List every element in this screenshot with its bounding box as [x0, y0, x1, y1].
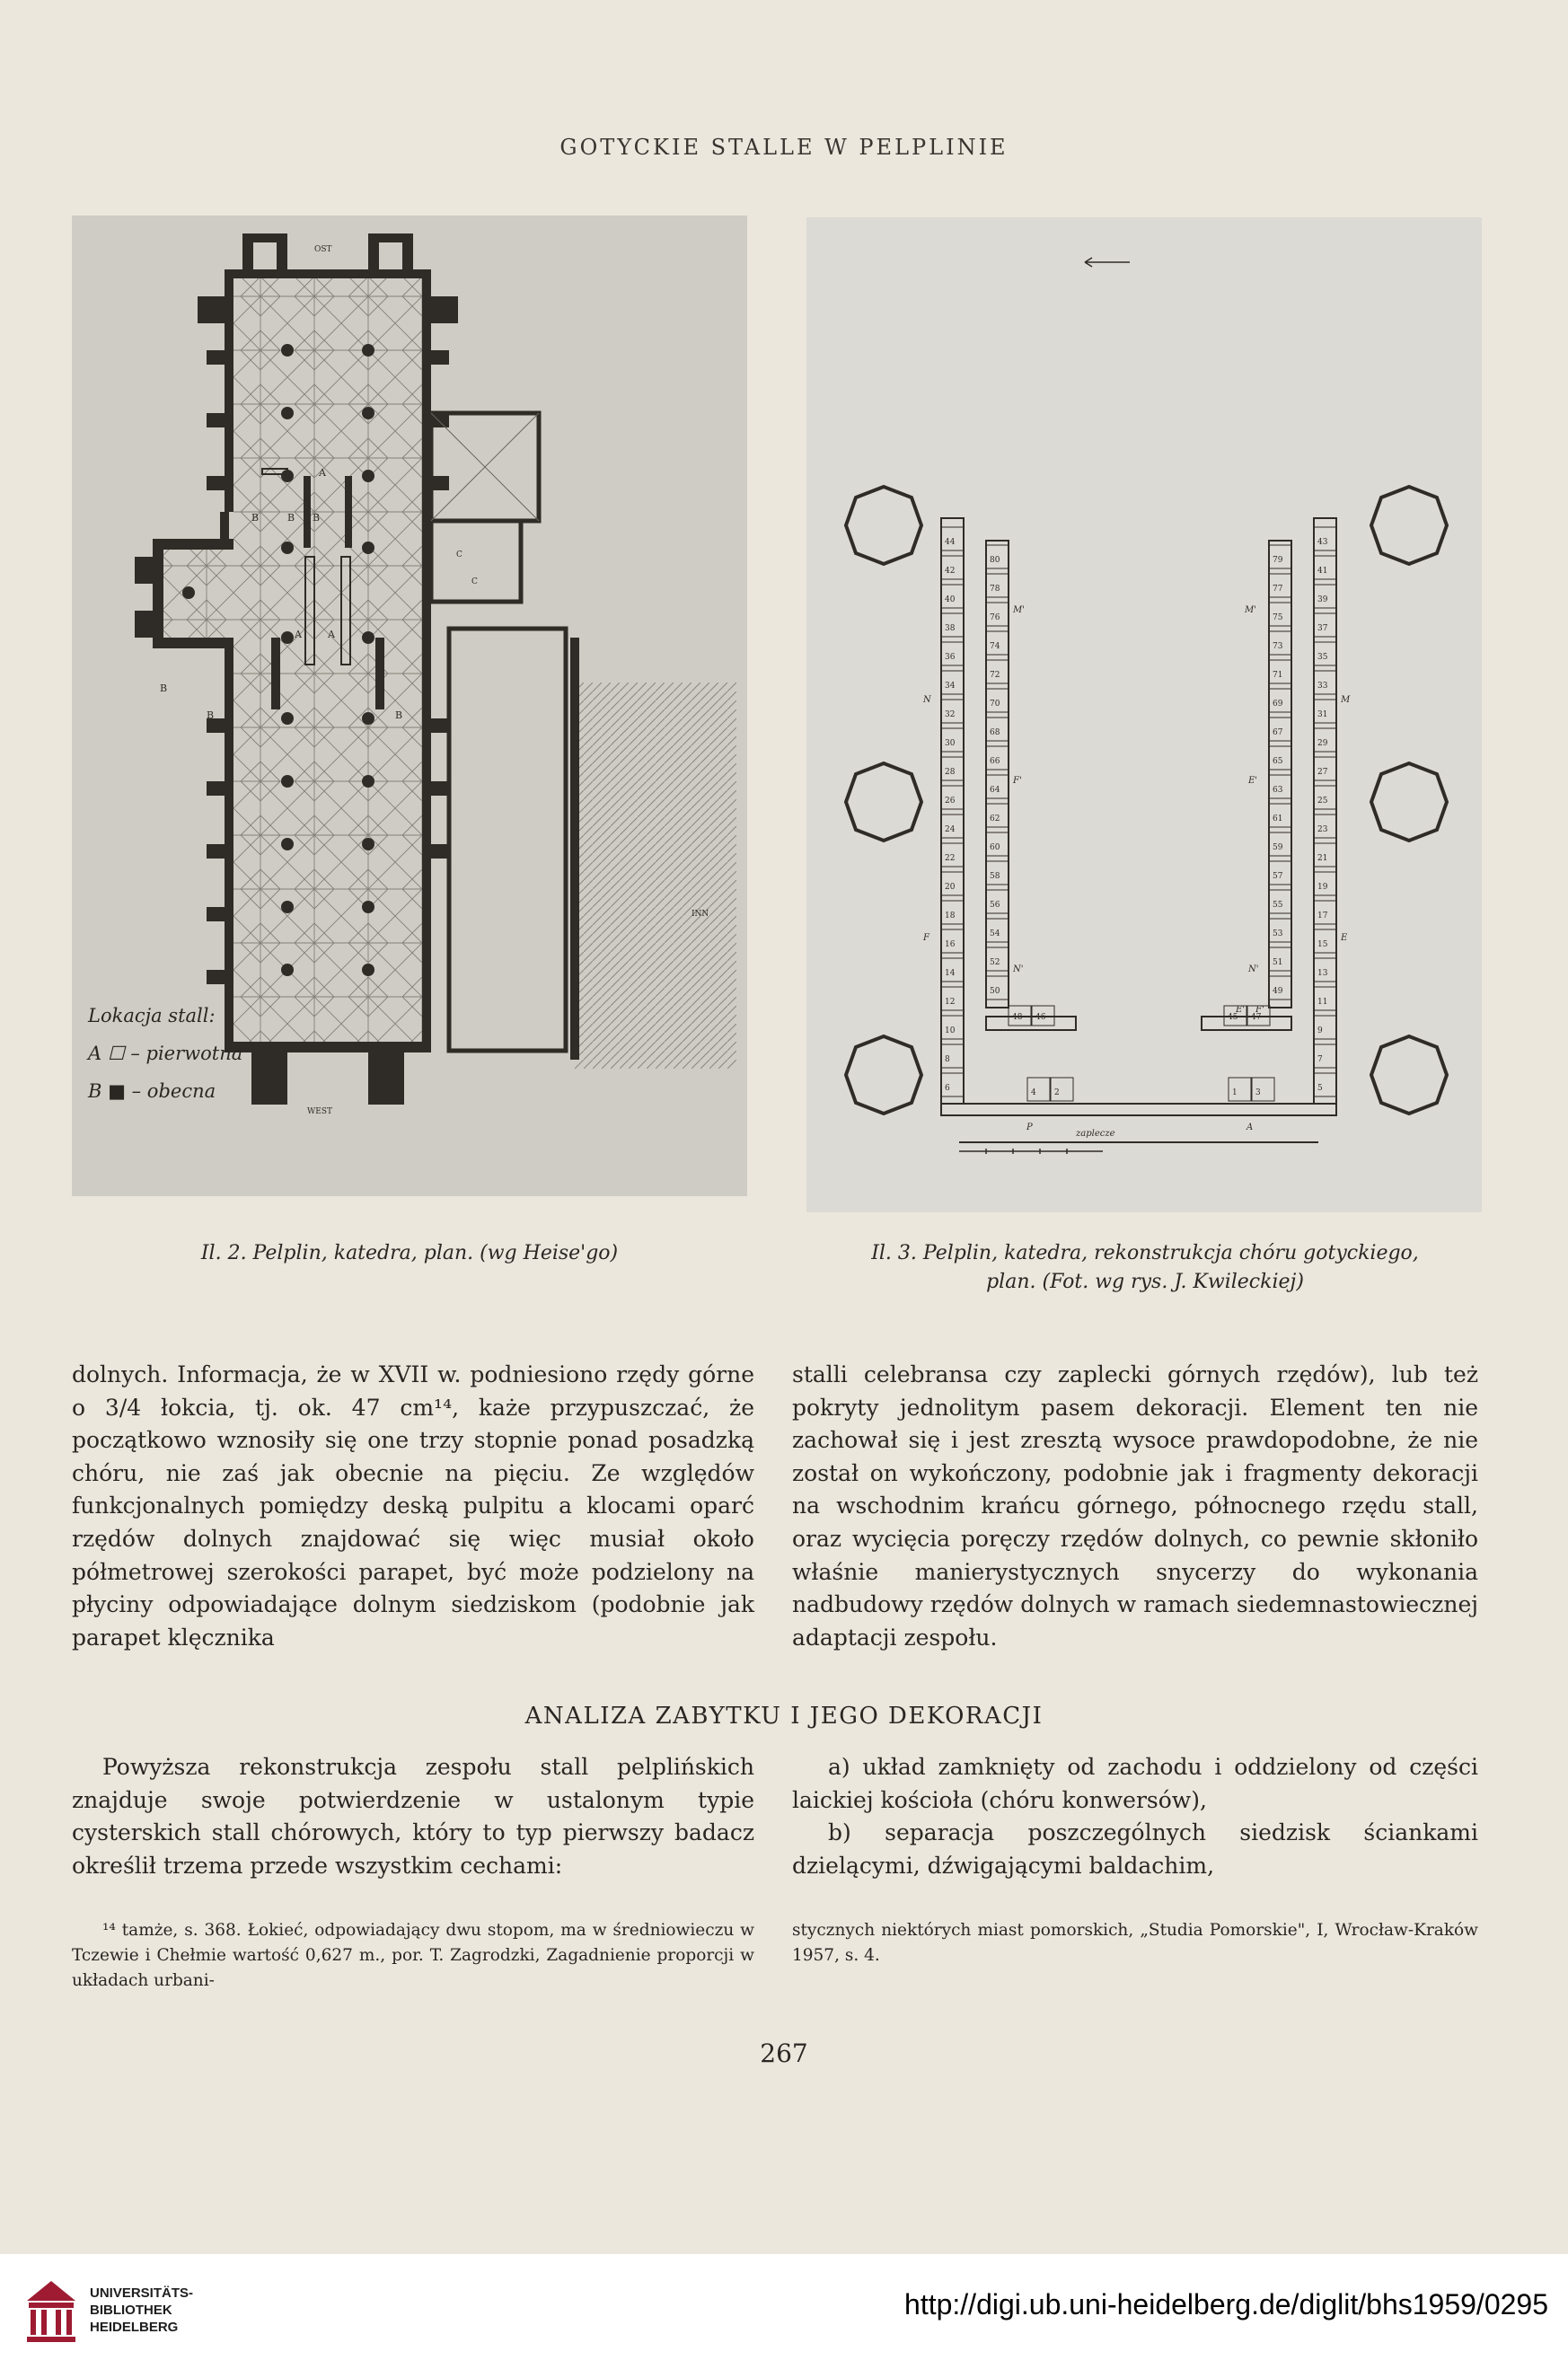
stall-right-outer-11-label: 21	[1317, 854, 1328, 863]
stall-letter-a: A	[1246, 1123, 1254, 1132]
stall-left-inner-6-label: 68	[990, 728, 1000, 737]
running-title: GOTYCKIE STALLE W PELPLINIE	[559, 135, 1009, 160]
stall-left-outer-4-label: 36	[945, 653, 956, 662]
stall-bottom-right-inner-1-label: 47	[1251, 1013, 1262, 1022]
stall-letter-m2: M'	[1245, 605, 1256, 615]
stall-left-outer-13-label: 18	[945, 911, 956, 920]
stall-right-outer-6-label: 31	[1317, 710, 1328, 719]
stall-left-outer-6-label: 32	[945, 710, 956, 719]
body-column-right	[792, 1359, 1478, 1654]
stall-right-inner-9-label: 61	[1273, 815, 1283, 823]
legend-handwriting-1: Lokacja stall:	[88, 1005, 216, 1026]
label-ost: OST	[314, 245, 332, 254]
stall-right-inner-4-label: 71	[1273, 671, 1283, 680]
stall-right-inner-11-label: 57	[1273, 872, 1283, 881]
letter-b-6: B	[395, 709, 403, 721]
figure-3-caption-line-2: plan. (Fot. wg rys. J. Kwileckiej)	[986, 1271, 1304, 1293]
stall-bottom-left-inner-1-label: 46	[1035, 1013, 1046, 1022]
stall-right-inner-14-label: 51	[1273, 958, 1283, 967]
stall-left-inner-14-label: 52	[990, 958, 1000, 967]
section-column-right	[792, 1751, 1478, 1882]
footnote-left: ¹⁴ tamże, s. 368. Łokieć, odpowiadający dwu stopom, ma w średniowieczu w Tczewie i Chełmie wartość 0,627 m., por. T. Zagrodzki, Zagadnienie proporcji w układach urbani-	[72, 1921, 754, 1990]
stall-right-inner-12-label: 55	[1273, 901, 1283, 910]
section-heading: ANALIZA ZABYTKU I JEGO DEKORACJI	[524, 1703, 1044, 1730]
stall-letter-f2: F'	[1255, 1005, 1264, 1015]
stall-left-inner-4-label: 72	[990, 671, 1000, 680]
stall-right-outer-18-label: 7	[1317, 1055, 1323, 1064]
stall-left-inner-15-label: 50	[990, 987, 1000, 996]
stall-left-outer-16-label: 12	[945, 998, 956, 1007]
library-footer	[0, 2254, 1568, 2369]
letter-b-2: B	[287, 512, 295, 524]
stall-right-outer-12-label: 19	[1317, 883, 1328, 892]
figure-3-caption	[790, 1239, 1500, 1297]
footnote-right: stycznych niektórych miast pomorskich, „Studia Pomorskie", I, Wrocław-Kraków 1957, s. 4.	[792, 1921, 1478, 1965]
stall-left-outer-9-label: 26	[945, 797, 956, 806]
cathedral-plan-drawing	[72, 216, 747, 1196]
stall-right-inner-15-label: 49	[1273, 987, 1283, 996]
stall-right-outer-8-label: 27	[1317, 768, 1328, 777]
stall-right-outer-0-label: 43	[1317, 538, 1328, 547]
stall-letter-n: N	[923, 695, 931, 705]
stall-left-inner-0-label: 80	[990, 556, 1000, 565]
library-name-line-2: BIBLIOTHEK	[90, 2303, 172, 2318]
figure-cathedral-plan	[72, 216, 747, 1196]
stall-left-outer-15-label: 14	[945, 969, 956, 978]
stall-right-outer-14-label: 15	[1317, 940, 1328, 949]
stall-right-outer-10-label: 23	[1317, 825, 1328, 834]
stall-right-inner-1-label: 77	[1273, 585, 1283, 594]
section-paragraph-left: Powyższa rekonstrukcja zespołu stall pelplińskich znajduje swoje potwierdzenie w ustalonym typie cysterskich stall chórowych, który to typ pierwszy badacz określił trzema przede wszystkim cechami:	[72, 1754, 754, 1879]
stall-left-inner-2-label: 76	[990, 613, 1000, 622]
stall-right-inner-6-label: 67	[1273, 728, 1283, 737]
stall-left-inner-7-label: 66	[990, 757, 1000, 766]
page-number: 267	[760, 2039, 808, 2068]
stall-letter-f: F	[923, 933, 929, 943]
stall-left-outer-2-label: 40	[945, 595, 956, 604]
figure-3-caption-line-1: Il. 3. Pelplin, katedra, rekonstrukcja chóru gotyckiego,	[871, 1242, 1419, 1264]
stall-right-outer-1-label: 41	[1317, 567, 1328, 576]
choir-stall-drawing	[806, 217, 1482, 1212]
stall-left-outer-14-label: 16	[945, 940, 956, 949]
letter-b-4: B	[160, 683, 168, 694]
stall-letter-m: M	[1341, 695, 1351, 705]
letter-b-1: B	[251, 512, 260, 524]
list-item-b: b) separacja poszczególnych siedzisk ściankami dzielącymi, dźwigającymi baldachim,	[792, 1819, 1478, 1879]
stall-right-outer-5-label: 33	[1317, 682, 1328, 691]
library-name-line-3: HEIDELBERG	[90, 2320, 179, 2335]
stall-letter-m1: M'	[1013, 605, 1025, 615]
stall-left-outer-11-label: 22	[945, 854, 956, 863]
body-paragraph-right: stalli celebransa czy zaplecki górnych rzędów), lub też pokryty jednolitym pasem dekoracji. Element ten nie zachował się i jest zresztą wysoce prawdopodobne, że nie został on wykończony, podobnie jak i fragmenty dekoracji na wschodnim krańcu górnego, północnego rzędu stall, oraz wycięcia poręczy rzędów dolnych, co pewnie skłoniło właśnie manierystycznych snycerzy do wykonania nadbudowy rzędów dolnych w ramach siedemnastowiecznej adaptacji zespołu.	[792, 1361, 1478, 1651]
legend-handwriting-3: B ■ – obecna	[88, 1080, 216, 1102]
stall-bottom-left-outer-0-label: 4	[1031, 1088, 1036, 1097]
stall-left-outer-5-label: 34	[945, 682, 956, 691]
stall-right-outer-19-label: 5	[1317, 1084, 1323, 1093]
stall-left-inner-3-label: 74	[990, 642, 1000, 651]
stall-letter-n2: N'	[1248, 964, 1259, 974]
figure-2-caption: Il. 2. Pelplin, katedra, plan. (wg Heise'go)	[200, 1242, 619, 1264]
stall-right-outer-9-label: 25	[1317, 797, 1328, 806]
legend-handwriting-2: A ☐ – pierwotna	[88, 1043, 243, 1064]
stall-left-inner-9-label: 62	[990, 815, 1000, 823]
list-item-a: a) układ zamknięty od zachodu i oddzielony od części laickiej kościoła (chóru konwersów),	[792, 1754, 1478, 1813]
stall-right-outer-17-label: 9	[1317, 1026, 1323, 1035]
stall-right-outer-7-label: 29	[1317, 739, 1328, 748]
stall-left-inner-5-label: 70	[990, 700, 1000, 709]
stall-right-inner-7-label: 65	[1273, 757, 1283, 766]
stall-left-inner-13-label: 54	[990, 929, 1000, 938]
letter-a-2: A	[328, 629, 335, 640]
body-column-left	[72, 1359, 754, 1654]
stall-left-inner-11-label: 58	[990, 872, 1000, 881]
letter-b-3: B	[313, 512, 321, 524]
stall-letter-f1: F'	[1013, 776, 1022, 786]
figure-choir-stall-plan	[806, 217, 1482, 1212]
stall-left-inner-8-label: 64	[990, 786, 1000, 795]
stall-left-outer-12-label: 20	[945, 883, 956, 892]
stall-bottom-right-outer-1-label: 3	[1255, 1088, 1261, 1097]
stall-left-inner-12-label: 56	[990, 901, 1000, 910]
stall-right-inner-2-label: 75	[1273, 613, 1283, 622]
stall-bottom-right-inner-0-label: 45	[1228, 1013, 1238, 1022]
bottom-note: zaplecze	[1076, 1129, 1115, 1139]
stall-letter-n1: N'	[1013, 964, 1024, 974]
body-paragraph-left: dolnych. Informacja, że w XVII w. podniesiono rzędy górne o 3/4 łokcia, tj. ok. 47 cm¹⁴, każe przypuszczać, że początkowo wznosiły się one trzy stopnie ponad posadzką chóru, nie zaś jak obecnie na pięciu. Ze względów funkcjonalnych pomiędzy deską pulpitu a klocami oparć rzędów dolnych znajdować się więc musiał około półmetrowej szerokości parapet, być może podzielony na płyciny odpowiadające dolnym siedziskom (podobnie jak parapet klęcznika	[72, 1361, 754, 1651]
stall-bottom-left-inner-0-label: 48	[1012, 1013, 1023, 1022]
label-west: WEST	[307, 1107, 332, 1116]
stall-right-inner-5-label: 69	[1273, 700, 1283, 709]
stall-right-outer-13-label: 17	[1317, 911, 1328, 920]
stall-left-outer-1-label: 42	[945, 567, 956, 576]
stall-left-inner-10-label: 60	[990, 843, 1000, 852]
stall-right-outer-4-label: 35	[1317, 653, 1328, 662]
stall-left-inner-1-label: 78	[990, 585, 1000, 594]
stall-left-outer-0-label: 44	[945, 538, 956, 547]
stall-right-inner-13-label: 53	[1273, 929, 1283, 938]
stall-bottom-right-outer-0-label: 1	[1232, 1088, 1238, 1097]
stall-left-outer-8-label: 28	[945, 768, 956, 777]
stall-right-inner-0-label: 79	[1273, 556, 1283, 565]
room-label-c2: C	[471, 577, 478, 586]
stall-letter-e2: E'	[1236, 1005, 1246, 1015]
letter-a-1: A	[295, 629, 302, 640]
stall-left-outer-10-label: 24	[945, 825, 956, 834]
stall-letter-p: P	[1026, 1123, 1033, 1132]
stall-left-outer-7-label: 30	[945, 739, 956, 748]
room-label-c1: C	[456, 550, 462, 559]
stall-right-outer-3-label: 37	[1317, 624, 1328, 633]
letter-b-5: B	[207, 709, 215, 721]
library-name	[90, 2285, 193, 2336]
stall-left-outer-18-label: 8	[945, 1055, 950, 1064]
stall-left-outer-19-label: 6	[945, 1084, 950, 1093]
stall-right-inner-3-label: 73	[1273, 642, 1283, 651]
octagon-pillars	[846, 487, 1447, 1114]
letter-a-3: A	[319, 467, 326, 479]
stall-right-inner-10-label: 59	[1273, 843, 1283, 852]
source-url[interactable]: http://digi.ub.uni-heidelberg.de/diglit/bhs1959/0295	[904, 2288, 1548, 2321]
stall-letter-e1: E'	[1248, 776, 1258, 786]
stall-bottom-left-outer-1-label: 2	[1054, 1088, 1060, 1097]
section-column-left	[72, 1751, 754, 1882]
stall-right-outer-15-label: 13	[1317, 969, 1328, 978]
library-name-line-1: UNIVERSITÄTS-	[90, 2285, 194, 2301]
stall-left-outer-3-label: 38	[945, 624, 956, 633]
stall-right-outer-2-label: 39	[1317, 595, 1328, 604]
stall-letter-e: E	[1341, 933, 1348, 943]
label-inn: INN	[692, 910, 709, 919]
stall-right-inner-8-label: 63	[1273, 786, 1283, 795]
stall-left-outer-17-label: 10	[945, 1026, 956, 1035]
stall-right-outer-16-label: 11	[1317, 998, 1328, 1007]
university-library-logo-icon	[20, 2274, 83, 2346]
